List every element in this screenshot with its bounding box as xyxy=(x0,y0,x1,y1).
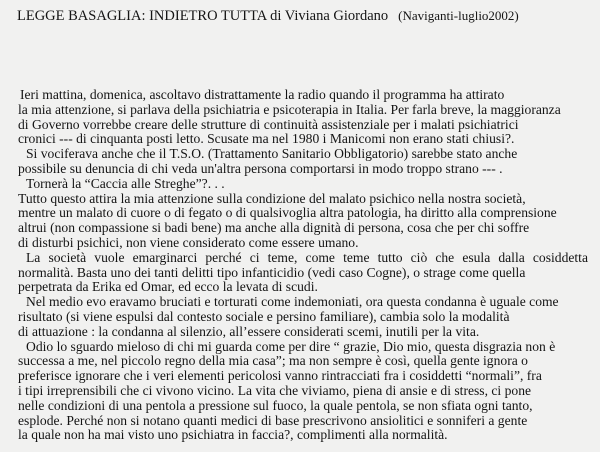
text-line: Nel medio evo eravamo bruciati e torturati come indemoniati, ora questa condanna è uguale come xyxy=(26,294,559,310)
text-line: risultato (si viene espulsi dal contesto sociale e persino familiare), cambia solo la modalità xyxy=(18,308,510,324)
text-line: mentre un malato di cuore o di fegato o di qualsivoglia altra patologia, ha diritto alla comprensione xyxy=(18,205,557,221)
text-line: altrui (non compassione si badi bene) ma anche alla dignità di persona, cosa che per chi soffre xyxy=(18,220,530,236)
text-line: cronici --- di cinquanta posti letto. Scusate ma nel 1980 i Manicomi non erano stati chiusi?. xyxy=(18,131,515,147)
text-line: di attuazione : la condanna al silenzio, all’essere considerati scemi, inutili per la vita. xyxy=(18,323,480,339)
article-title xyxy=(17,8,519,25)
text-line: di Governo vorrebbe creare delle strutture di continuità assistenziale per i malati psichiatrici xyxy=(18,116,519,132)
text-line: nelle condizioni di una pentola a pressione sul fuoco, la quale pentola, se non sfiata ogni tanto, xyxy=(18,397,533,413)
text-line: Tutto questo attira la mia attenzione sulla condizione del malato psichico nella nostra società, xyxy=(18,190,526,206)
text-line: possibile su denuncia di chi veda un'altra persona comportarsi in modo troppo strano --- . xyxy=(18,160,503,176)
text-line: la quale non ha mai visto uno psichiatra in faccia?, complimenti alla normalità. xyxy=(18,427,448,443)
text-line: Si vociferava anche che il T.S.O. (Trattamento Sanitario Obbligatorio) sarebbe stato anche xyxy=(26,146,518,162)
text-line: preferisce ignorare che i veri elementi pericolosi vanno rintracciati fra i cosiddetti “normali”, fra xyxy=(18,368,542,384)
text-line: di disturbi psichici, non viene considerato come essere umano. xyxy=(18,234,359,250)
article-body xyxy=(18,88,588,443)
text-line: normalità. Basta uno dei tanti delitti tipo infanticidio (vedi caso Cogne), o strage come quella xyxy=(18,264,526,280)
text-line: Tornerà la “Caccia alle Streghe”?. . . xyxy=(26,175,225,191)
text-line: esplode. Perché non si notano quanti medici di base prescrivono ansiolitici e sonniferi a gente xyxy=(18,412,528,428)
title-text: LEGGE BASAGLIA: INDIETRO TUTTA di Viviana Giordano xyxy=(17,8,389,24)
text-line: Ieri mattina, domenica, ascoltavo distrattamente la radio quando il programma ha attirato xyxy=(20,87,505,102)
text-line: i tipi irreprensibili che ci vivono vicino. La vita che viviamo, piena di ansie e di stress, ci pone xyxy=(18,382,532,398)
text-line: La società vuole emarginarci perché ci teme, come teme tutto ciò che esula dalla cosiddetta xyxy=(26,249,588,265)
text-line: perpetrata da Erika ed Omar, ed ecco la levata di scudi. xyxy=(18,279,318,295)
text-line: la mia attenzione, si parlava della psichiatria e psicoterapia in Italia. Per farla breve, la maggioranza xyxy=(18,101,561,117)
text-line: successa a me, nel piccolo regno della mia casa”; ma non sempre è così, quella gente ignora o xyxy=(18,353,528,369)
text-line: Odio lo sguardo mieloso di chi mi guarda come per dire “ grazie, Dio mio, questa disgrazia non è xyxy=(26,338,556,354)
source-note: (Naviganti-luglio2002) xyxy=(398,8,519,23)
